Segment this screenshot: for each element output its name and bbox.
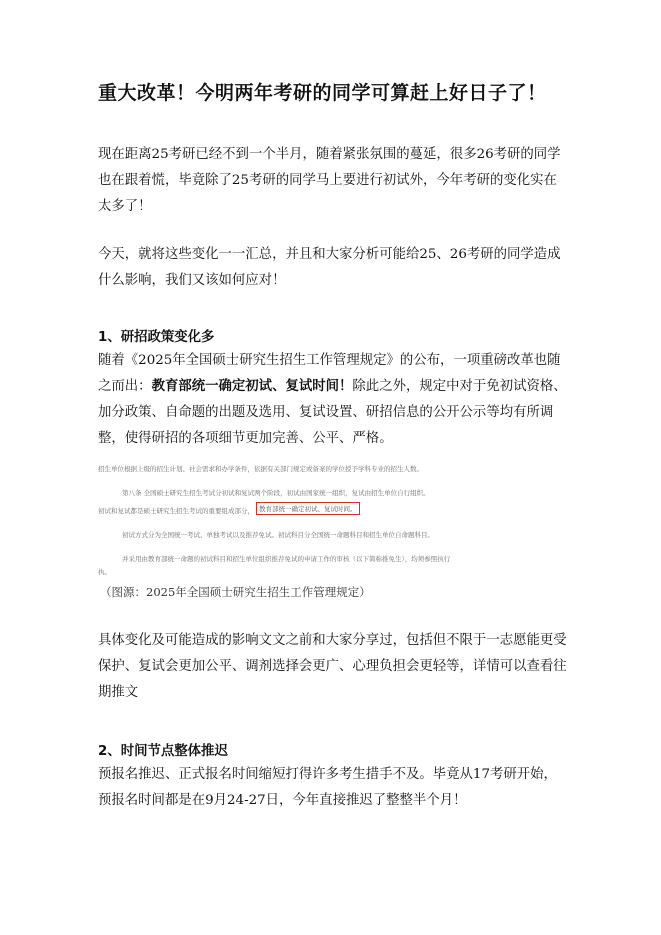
figure-line: 初试和复试都是硕士研究生招生考试的重要组成部分， [98,507,254,515]
figure-line: 并采用由教育部统一命题的初试科目和招生单位组织推荐免试的申请工作的审核（以下简称推免生），均须参照执行 [122,555,451,563]
section-2-paragraph: 预报名推迟、正式报名时间缩短打得许多考生措手不及。毕竟从17考研开始，预报名时间都是在9月24-27日，今年直接推迟了整整半个月！ [98,767,557,808]
article-title: 重大改革！今明两年考研的同学可算赶上好日子了！ [98,82,547,104]
section-1-text-before: 随着《2025年全国硕士研究生招生工作管理规定》的公布，一项重磅改革也随之而出： [98,353,561,394]
section-1-heading: 1、研招政策变化多 [98,330,215,345]
figure-line: 第八条 全国硕士研究生招生考试分初试和复试两个阶段，初试由国家统一组织，复试由招生单位自行组织。 [122,489,430,497]
section-2-heading: 2、时间节点整体推迟 [98,744,228,759]
figure-caption: （图源：2025年全国硕士研究生招生工作管理规定） [100,585,371,599]
today-paragraph: 今天，就将这些变化一一汇总，并且和大家分析可能给25、26考研的同学造成什么影响，我们又该如何应对！ [98,247,561,288]
section-1-text-after: 除此之外，规定中对于免初试资格、加分政策、自命题的出题及选用、复试设置、研招信息的公开公示等均有所调整，使得研招的各项细节更加完善、公平、严格。 [98,379,567,446]
section-1-bold-text: 教育部统一确定初试、复试时间！ [151,379,353,394]
section-1-paragraph [98,348,568,452]
regulation-figure [98,460,450,578]
figure-line: 初试方式分为全国统一考试、单独考试以及推荐免试。初试科目分全国统一命题科目和招生单位自命题科目。 [122,531,434,539]
figure-line: 招生单位根据上级的招生计划、社会需求和办学条件，依据有关部门规定或备案的学位授予学科专业的招生人数。 [98,465,423,473]
figure-line: 执。 [98,568,111,576]
changes-paragraph: 具体变化及可能造成的影响文文之前和大家分享过，包括但不限于一志愿能更受保护、复试会更加公平、调剂选择会更广、心理负担会更轻等，详情可以查看往期推文 [98,633,567,700]
figure-highlight-box: 教育部统一确定初试、复试时间。 [256,502,360,515]
intro-paragraph: 现在距离25考研已经不到一个半月，随着紧张氛围的蔓延，很多26考研的同学也在跟着慌，毕竟除了25考研的同学马上要进行初试外，今年考研的变化实在太多了！ [98,147,561,214]
